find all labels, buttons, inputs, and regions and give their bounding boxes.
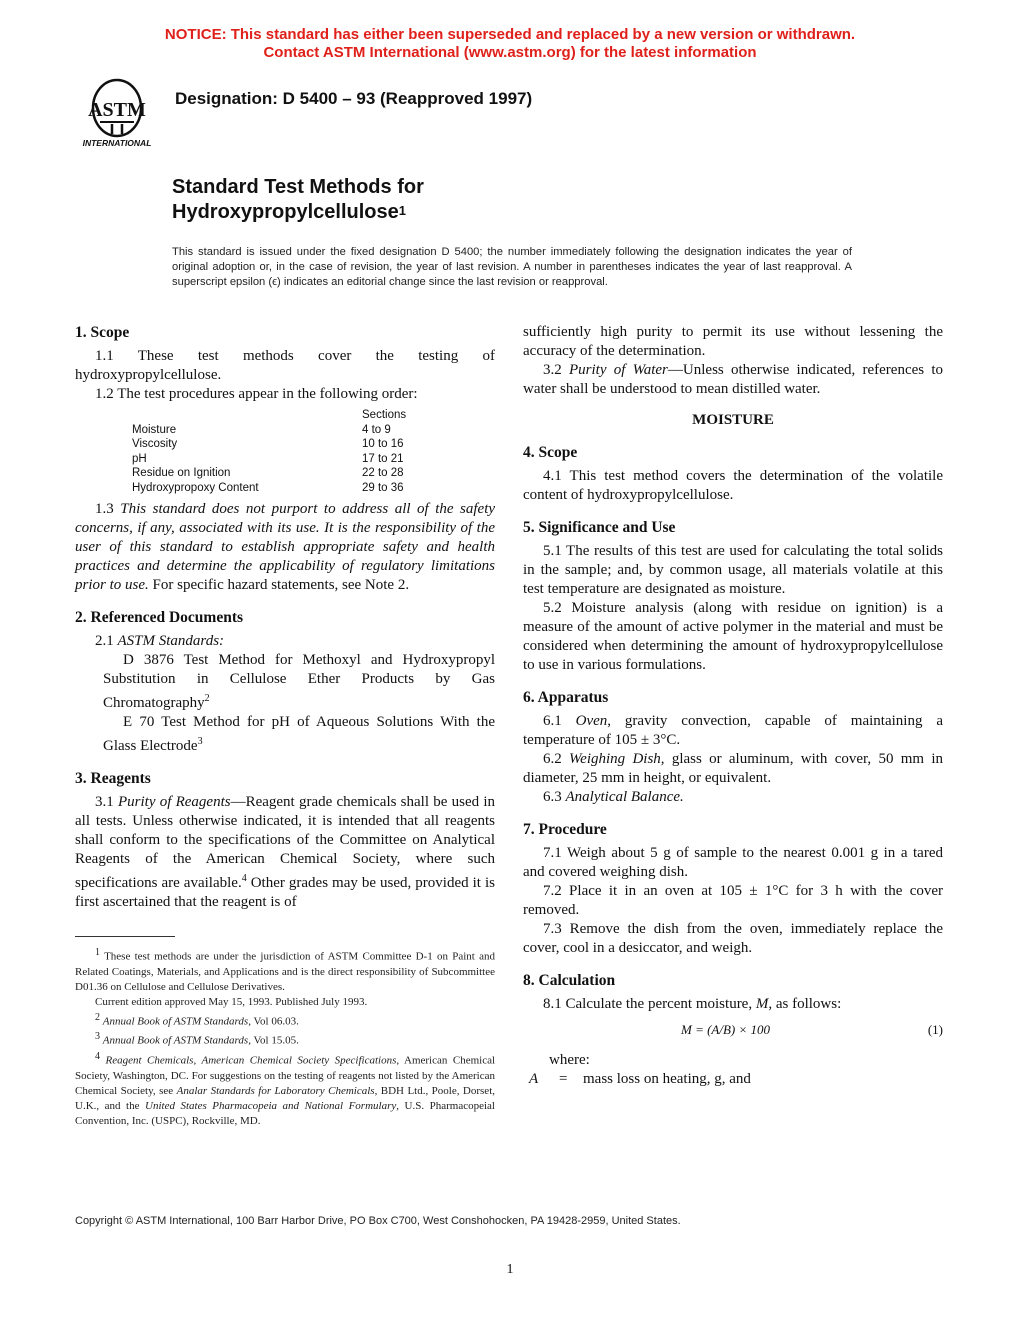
para-1-1: 1.1 These test methods cover the testing of hydroxypropylcellulose. [75,348,495,383]
para-6-1: 6.1 Oven, gravity convection, capable of maintaining a temperature of 105 ± 3°C. [523,713,944,748]
toc-row: pH 17 to 21 [132,452,404,465]
para-7-2: 7.2 Place it in an oven at 105 ± 1°C for 3 h with the cover removed. [523,883,943,918]
logo-text: ASTM [88,99,146,121]
moisture-heading: MOISTURE [692,412,774,428]
para-1-2: 1.2 The test procedures appear in the following order: [95,386,418,402]
page-number: 1 [506,1262,514,1277]
footnote-divider [75,936,175,937]
toc-header: Sections [362,409,407,421]
footnote-1b: Current edition approved May 15, 1993. Published July 1993. [95,995,368,1008]
reference-d3876: D 3876 Test Method for Methoxyl and Hydroxypropyl Substitution in Cellulose Ether Products by Gas Chromatography$^2$ [103,652,495,711]
section-1-heading: 1. Scope [75,324,130,341]
copyright: Copyright © ASTM International, 100 Barr Harbor Drive, PO Box C700, West Conshohocken, PA 19428-2959, United States. [75,1215,681,1227]
equation-number: (1) [927,1022,943,1037]
right-column [523,323,943,1089]
section-7-heading: 7. Procedure [523,821,607,838]
para-3-1: 3.1 Purity of Reagents—Reagent grade chemicals shall be used in all tests. Unless otherwise indicated, it is intended that all reagents shall conform to the specifications of the Committee on Analytical Reagents of the American Chemical Society, where such specifications are available.$^4$ Other grades may be used, provided it is first ascertained that the reagent is of [75,794,495,910]
section-2-heading: 2. Referenced Documents [75,609,244,626]
footnote-3: $^3$ Annual Book of ASTM Standards, Vol 15.05. [95,1031,299,1047]
section-3-heading: 3. Reagents [75,770,151,787]
para-2-1: 2.1 ASTM Standards: [95,633,225,649]
para-6-3: 6.3 Analytical Balance. [543,789,684,805]
para-5-2: 5.2 Moisture analysis (along with residue on ignition) is a measure of the amount of active polymer in the material and must be considered when determining the amount of hydroxypropylcellulose to use in various formulations. [523,600,943,673]
para-3-2: 3.2 Purity of Water—Unless otherwise indicated, references to water shall be understood to mean distilled water. [523,362,943,397]
para-7-3: 7.3 Remove the dish from the oven, immediately replace the cover, cool in a desiccator, and weigh. [523,921,943,956]
equation-formula: M = (A/B) × 100 [681,1022,771,1037]
para-5-1: 5.1 The results of this test are used for calculating the total solids in the sample; and, by common usage, all materials volatile at this test temperature are designated as moisture. [523,543,943,597]
document-title [172,175,424,225]
title-footnote-mark: 1 [398,203,406,218]
para-3-1-continued: sufficiently high purity to permit its use without lessening the accuracy of the determination. [523,324,943,359]
footnote-1: $^1$ These test methods are under the jurisdiction of ASTM Committee D-1 on Paint and Related Coatings, Materials, and Applications and is the direct responsibility of Subcommittee D01.36 on Cellulose and Cellulose Derivatives. [75,947,495,993]
logo-subtext: INTERNATIONAL [82,138,152,148]
designation: Designation: D 5400 – 93 (Reapproved 1997) [175,89,533,108]
reference-e70: E 70 Test Method for pH of Aqueous Solutions With the Glass Electrode$^3$ [103,714,495,754]
issue-note: This standard is issued under the fixed designation D 5400; the number immediately following the designation indicates the year of original adoption or, in the case of revision, the year of last revision. A number in parentheses indicates the year of last reapproval. A superscript epsilon (ϵ) indicates an editorial change since the last revision or reapproval. [172,246,852,288]
footnote-2: $^2$ Annual Book of ASTM Standards, Vol 06.03. [95,1011,299,1028]
section-5-heading: 5. Significance and Use [523,519,676,536]
toc-row: Moisture 4 to 9 [132,423,391,436]
section-4-heading: 4. Scope [523,444,578,461]
definition-a: A = mass loss on heating, g, and [529,1071,751,1087]
astm-logo-icon [72,76,162,148]
where-label: where: [549,1052,590,1068]
title-line-2: Hydroxypropylcellulose [172,201,399,223]
equation-1 [523,1020,943,1039]
notice-line-2: Contact ASTM International (www.astm.org) for the latest information [263,44,757,61]
para-7-1: 7.1 Weigh about 5 g of sample to the nearest 0.001 g in a tared and covered weighing dish. [523,845,943,880]
para-1-3: 1.3 This standard does not purport to address all of the safety concerns, if any, associated with its use. It is the responsibility of the user of this standard to establish appropriate safety and health practices and determine the applicability of regulatory limitations prior to use. For specific hazard statements, see Note 2. [75,501,496,593]
section-6-heading: 6. Apparatus [523,689,609,706]
notice-line-1: NOTICE: This standard has either been superseded and replaced by a new version or withdrawn. [164,26,856,43]
toc-row: Hydroxypropoxy Content 29 to 36 [132,481,404,494]
procedure-order-table [132,408,424,495]
section-8-heading: 8. Calculation [523,972,616,989]
left-column [75,323,495,1129]
toc-row: Residue on Ignition 22 to 28 [132,467,404,479]
toc-row: Viscosity 10 to 16 [132,438,404,450]
title-line-1: Standard Test Methods for [172,176,424,198]
para-8-1: 8.1 Calculate the percent moisture, M, as follows: [543,996,842,1012]
para-6-2: 6.2 Weighing Dish, glass or aluminum, with cover, 50 mm in diameter, 25 mm in height, or equivalent. [523,751,944,786]
para-4-1: 4.1 This test method covers the determination of the volatile content of hydroxypropylcellulose. [523,468,943,503]
notice-banner [0,26,1020,62]
footnote-4: $^4$ Reagent Chemicals, American Chemical Society Specifications, American Chemical Society, Washington, DC. For suggestions on the testing of reagents not listed by the American Chemical Society, see Analar Standards for Laboratory Chemicals, BDH Ltd., Poole, Dorset, U.K., and the United States Pharmacopeia and National Formulary, U.S. Pharmacopeial Convention, Inc. (USPC), Rockville, MD. [75,1050,496,1127]
